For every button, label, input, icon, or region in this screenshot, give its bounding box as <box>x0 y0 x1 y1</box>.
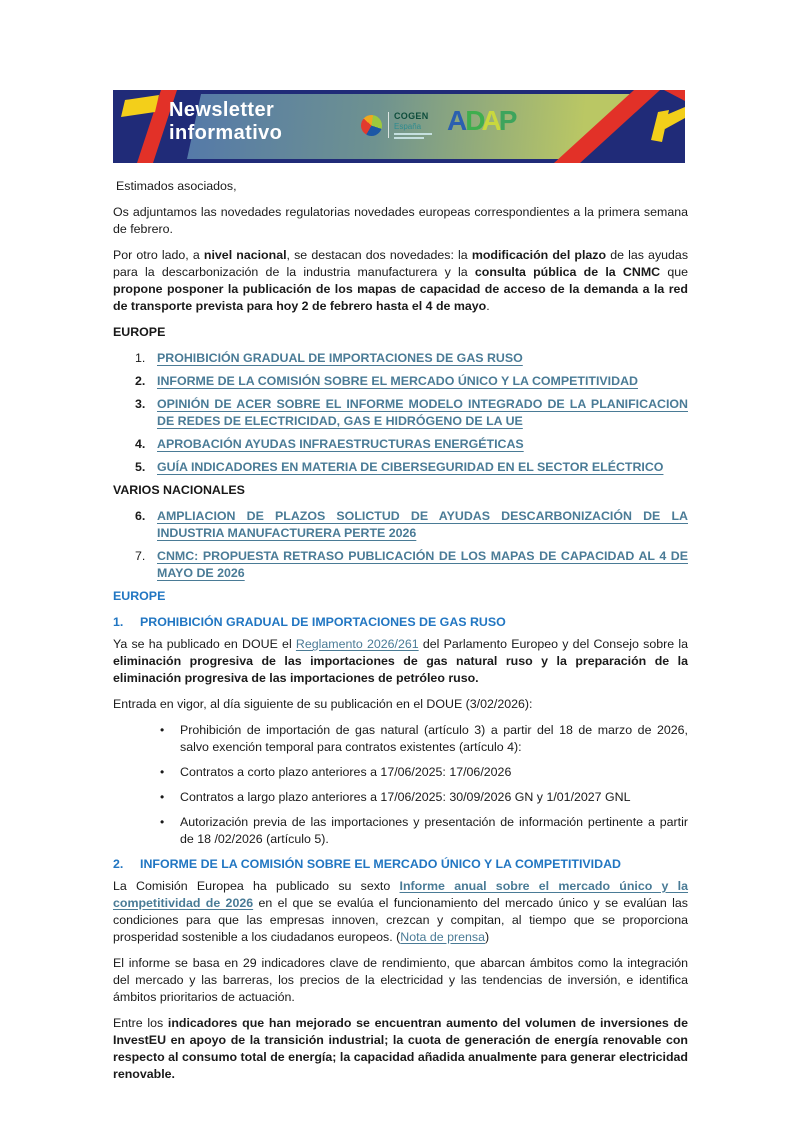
text-segment: Por otro lado, a <box>113 248 204 262</box>
bullet-item <box>160 814 688 848</box>
intro-paragraph: Os adjuntamos las novedades regulatorias novedades europeas correspondientes a la primera semana de febrero. <box>113 205 688 236</box>
cogen-espana-logo <box>361 112 432 139</box>
bullet-item <box>160 789 688 806</box>
section2-paragraph-1 <box>113 878 688 946</box>
toc-europe-list <box>135 350 688 476</box>
inline-link[interactable]: Nota de prensa <box>400 930 485 944</box>
toc-item-3 <box>135 396 688 430</box>
section1-title: PROHIBICIÓN GRADUAL DE IMPORTACIONES DE GAS RUSO <box>140 615 506 629</box>
greeting: Estimados asociados, <box>116 179 237 193</box>
inline-link[interactable]: Reglamento 2026/261 <box>295 637 419 651</box>
cogen-tagline-line <box>394 133 432 135</box>
toc-link-guia-ciberseguridad[interactable]: GUÍA INDICADORES EN MATERIA DE CIBERSEGURIDAD EN EL SECTOR ELÉCTRICO <box>157 460 664 474</box>
inline-link[interactable]: Informe anual sobre el mercado único y la competitividad de 2026 <box>113 879 689 910</box>
adap-letter: D <box>465 105 485 136</box>
toc-item-number: 4. <box>135 437 146 451</box>
section2-number: 2. <box>113 857 124 871</box>
toc-nacionales-list <box>135 508 688 582</box>
bullet-item <box>160 722 688 756</box>
toc-item-5 <box>135 459 688 476</box>
bullet-text: Autorización previa de las importaciones y presentación de información pertinente a partir de 18 /02/2026 (artículo 5). <box>180 815 688 846</box>
section1-paragraph-1 <box>113 636 688 687</box>
cogen-logo-name: COGEN <box>394 111 429 121</box>
toc-item-7 <box>135 548 688 582</box>
toc-europe-header: EUROPE <box>113 325 166 339</box>
cogen-tagline-line <box>394 137 424 139</box>
toc-item-number: 3. <box>135 397 146 411</box>
section1-bullet-list <box>160 722 688 848</box>
bullet-marker: • <box>160 723 165 737</box>
section2-paragraph-2: El informe se basa en 29 indicadores clave de rendimiento, que abarcan ámbitos como la integración del mercado y las barreras, los precios de la electricidad y las tendencias de inversión, e identifica ámbitos prioritarios de actuación. <box>113 956 688 1004</box>
toc-item-number: 6. <box>135 509 146 523</box>
bullet-marker: • <box>160 765 165 779</box>
cogen-logo-icon <box>361 115 382 136</box>
text-segment: Entre los <box>113 1016 168 1030</box>
text-segment: ) <box>484 930 490 944</box>
section2-paragraph-3 <box>113 1015 688 1083</box>
toc-link-cnmc-retraso[interactable]: CNMC: PROPUESTA RETRASO PUBLICACIÓN DE LOS MAPAS DE CAPACIDAD AL 4 DE MAYO DE 2026 <box>157 549 688 580</box>
toc-nacionales-header: VARIOS NACIONALES <box>113 483 245 497</box>
text-segment: nivel nacional <box>203 248 287 262</box>
banner-title-line1: Newsletter <box>169 99 275 121</box>
banner-title-line2: informativo <box>169 121 283 144</box>
section1-paragraph-2: Entrada en vigor, al día siguiente de su publicación en el DOUE (3/02/2026): <box>113 697 533 711</box>
toc-link-ampliacion-plazos[interactable]: AMPLIACION DE PLAZOS SOLICTUD DE AYUDAS DESCARBONIZACIÓN DE LA INDUSTRIA MANUFACTURERA PERTE 2026 <box>157 509 688 540</box>
text-segment: indicadores que han mejorado se encuentran aumento del volumen de inversiones de InvestEU en apoyo de la transición industrial; la cuota de generación de energía renovable con respecto al consumo total de energía; la capacidad añadida anualmente para generar electricidad renovable. <box>113 1016 688 1081</box>
bullet-text: Prohibición de importación de gas natural (artículo 3) a partir del 18 de marzo de 2026, salvo exención temporal para contratos existentes (artículo 4): <box>180 723 688 754</box>
text-segment: La Comisión Europea ha publicado su sexto <box>113 879 400 893</box>
text-segment: que <box>660 265 688 279</box>
bullet-text: Contratos a largo plazo anteriores a 17/06/2025: 30/09/2026 GN y 1/01/2027 GNL <box>180 790 631 804</box>
text-segment: , se destacan dos novedades: la <box>286 248 472 262</box>
toc-item-6 <box>135 508 688 542</box>
section1-heading <box>113 614 688 631</box>
toc-item-number: 2. <box>135 374 146 388</box>
adap-letter: P <box>498 105 517 136</box>
toc-link-gas-ruso[interactable]: PROHIBICIÓN GRADUAL DE IMPORTACIONES DE GAS RUSO <box>157 351 523 365</box>
text-segment: propone posponer la publicación de los mapas de capacidad de acceso de la demanda a la red de transporte prevista para hoy 2 de febrero hasta el 4 de mayo <box>113 282 688 313</box>
text-segment: modificación del plazo <box>471 248 607 262</box>
toc-link-aprobacion-ayudas[interactable]: APROBACIÓN AYUDAS INFRAESTRUCTURAS ENERGÉTICAS <box>157 437 524 451</box>
text-segment: de las ayudas para la descarbonización de la industria manufacturera y la <box>113 248 689 279</box>
toc-item-4 <box>135 436 688 453</box>
cogen-logo-region: España <box>394 121 422 131</box>
toc-item-number: 1. <box>135 351 146 365</box>
national-news-paragraph <box>113 247 688 315</box>
section-europe-label: EUROPE <box>113 589 166 603</box>
document-body <box>113 178 688 1083</box>
section2-title: INFORME DE LA COMISIÓN SOBRE EL MERCADO ÚNICO Y LA COMPETITIVIDAD <box>140 857 621 871</box>
text-segment: Ya se ha publicado en DOUE el <box>113 637 296 651</box>
toc-item-1 <box>135 350 688 367</box>
section2-heading <box>113 856 688 873</box>
banner-title <box>169 99 282 144</box>
bullet-marker: • <box>160 790 165 804</box>
bullet-item <box>160 764 688 781</box>
toc-item-number: 7. <box>135 549 146 563</box>
adap-letter: A <box>481 105 501 136</box>
text-segment: en el que se evalúa el funcionamiento del mercado único y se evalúan las condiciones para que las empresas innoven, crezcan y compitan, al tiempo que se proporciona prosperidad sostenible a los ciudadanos europeos. ( <box>113 896 688 944</box>
newsletter-banner <box>113 90 685 163</box>
bullet-text: Contratos a corto plazo anteriores a 17/06/2025: 17/06/2026 <box>180 765 512 779</box>
text-segment: eliminación progresiva de las importaciones de gas natural ruso y la preparación de la eliminación progresiva de las importaciones de petróleo ruso. <box>113 654 688 685</box>
toc-item-2 <box>135 373 688 390</box>
toc-link-opinion-acer[interactable]: OPINIÓN DE ACER SOBRE EL INFORME MODELO INTEGRADO DE LA PLANIFICACION DE REDES DE ELECTRICIDAD, GAS E HIDRÓGENO DE LA UE <box>157 397 688 428</box>
section1-number: 1. <box>113 615 124 629</box>
adap-logo <box>447 107 516 135</box>
logo-divider <box>388 112 389 138</box>
text-segment: consulta pública de la CNMC <box>474 265 661 279</box>
bullet-marker: • <box>160 815 165 829</box>
adap-letter: A <box>447 105 467 136</box>
text-segment: . <box>486 299 490 313</box>
toc-item-number: 5. <box>135 460 146 474</box>
toc-link-mercado-unico[interactable]: INFORME DE LA COMISIÓN SOBRE EL MERCADO ÚNICO Y LA COMPETITIVIDAD <box>157 374 638 388</box>
text-segment: del Parlamento Europeo y del Consejo sobre la <box>418 637 688 651</box>
